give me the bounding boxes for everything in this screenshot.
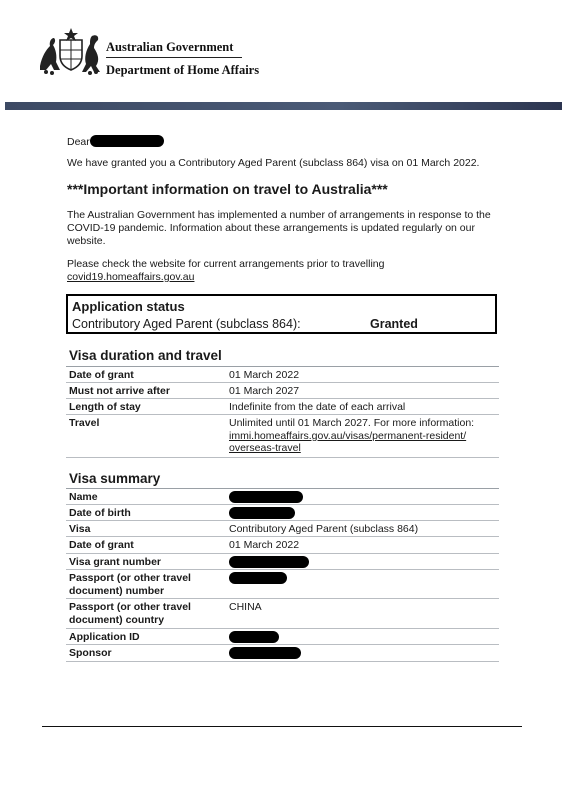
table-row [66, 599, 499, 629]
header-divider [106, 57, 242, 58]
salutation [67, 135, 164, 149]
table-row [66, 645, 499, 662]
duration-section-title: Visa duration and travel [69, 348, 222, 363]
header-bar [5, 102, 562, 110]
row-label: Passport (or other travel document) number [69, 572, 191, 597]
table-row [66, 415, 499, 458]
table-row [66, 629, 499, 645]
row-label: Must not arrive after [69, 385, 170, 397]
table-row [66, 383, 499, 399]
travel-link[interactable] [229, 430, 497, 455]
table-row [66, 521, 499, 537]
row-label: Name [69, 491, 98, 503]
table-row [66, 505, 499, 521]
application-status-box [66, 294, 497, 334]
travel-link-line1: immi.homeaffairs.gov.au/visas/permanent-resident/ [229, 429, 467, 442]
table-row [66, 537, 499, 554]
table-row [66, 399, 499, 415]
row-label: Passport (or other travel document) country [69, 601, 191, 626]
redacted-value [229, 491, 303, 503]
covid-paragraph: The Australian Government has implemented a number of arrangements in response to the COVID-19 pandemic. Information about these arrangements is updated regularly on our website. [67, 209, 491, 247]
redacted-value [229, 631, 279, 643]
row-value [229, 417, 497, 455]
row-value: 01 March 2022 [229, 369, 300, 381]
row-value: 01 March 2022 [229, 539, 300, 551]
status-title: Application status [72, 299, 185, 314]
summary-section-title: Visa summary [69, 471, 161, 486]
row-value: 01 March 2027 [229, 385, 300, 397]
redacted-value [229, 572, 287, 584]
table-row [66, 570, 499, 599]
important-heading: ***Important information on travel to Australia*** [67, 181, 388, 197]
grant-sentence: We have granted you a Contributory Aged Parent (subclass 864) visa on 01 March 2022. [67, 157, 480, 169]
status-value: Granted [370, 317, 418, 331]
status-visa-type: Contributory Aged Parent (subclass 864): [72, 317, 301, 331]
covid-link[interactable]: covid19.homeaffairs.gov.au [67, 271, 195, 283]
row-label: Date of birth [69, 507, 131, 519]
row-label: Visa [69, 523, 91, 535]
row-value: CHINA [229, 601, 262, 613]
salutation-text: Dear [67, 136, 90, 148]
travel-link-line2: overseas-travel [229, 442, 301, 454]
table-row [66, 554, 499, 570]
table-row [66, 367, 499, 383]
row-label: Date of grant [69, 369, 134, 381]
redacted-value [229, 647, 301, 659]
row-value: Indefinite from the date of each arrival [229, 401, 406, 413]
redacted-recipient [90, 135, 164, 147]
footer-divider [42, 726, 522, 727]
row-label: Sponsor [69, 647, 112, 659]
redacted-value [229, 556, 309, 568]
row-label: Length of stay [69, 401, 141, 413]
travel-text: Unlimited until 01 March 2027. For more information: [229, 417, 475, 429]
check-website-paragraph: Please check the website for current arrangements prior to travelling [67, 258, 385, 270]
coat-of-arms-icon [36, 26, 106, 76]
row-label: Date of grant [69, 539, 134, 551]
row-label: Visa grant number [69, 556, 161, 568]
government-name: Australian Government [106, 40, 234, 54]
row-value: Contributory Aged Parent (subclass 864) [229, 523, 419, 535]
row-label: Application ID [69, 631, 140, 643]
row-value [229, 647, 497, 663]
redacted-value [229, 507, 295, 519]
table-row [66, 489, 499, 505]
row-label: Travel [69, 417, 100, 429]
department-name: Department of Home Affairs [106, 63, 260, 77]
row-value [229, 572, 497, 588]
